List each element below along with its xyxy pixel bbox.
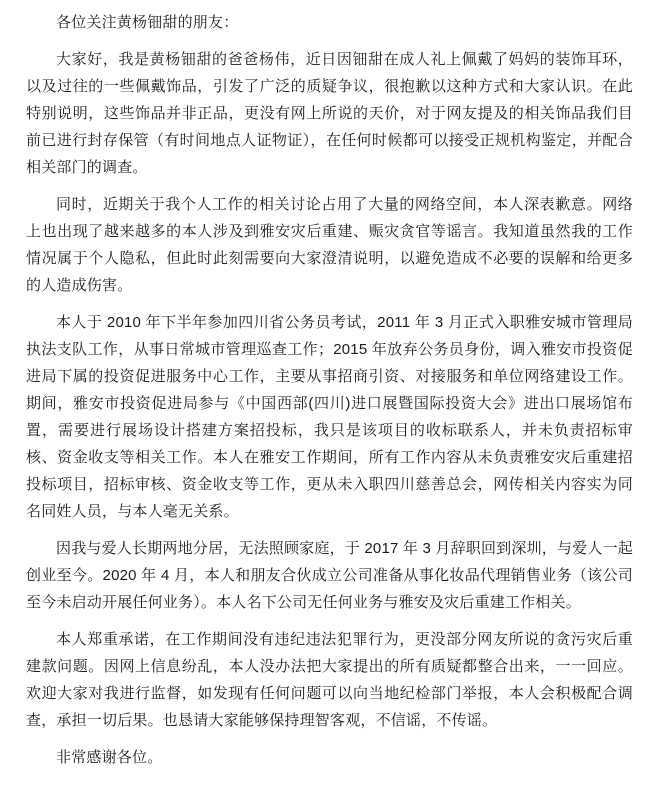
salutation: 各位关注黄杨钿甜的朋友： xyxy=(56,14,239,31)
paragraph-rumor-clarification: 同时，近期关于我个人工作的相关讨论占用了大量的网络空间，本人深表歉意。网络上也出现了越来越多的本人涉及到雅安灾后重建、赈灾贪官等谣言。我知道虽然我的工作情况属于个人隐私，但此时此刻需要向大家澄清说明，以避免造成不必要的误解和给更多的人造成伤害。 xyxy=(26,196,633,294)
paragraph-work-history: 本人于 2010 年下半年参加四川省公务员考试，2011 年 3 月正式入职雅安城市管理局执法支队工作，从事日常城市管理巡查工作；2015 年放弃公务员身份，调入雅安市投资促进局下属的投资促进服务中心工作，主要从事招商引资、对接服务和单位网络建设工作。期间，雅安市投资促进局参与《中国西部(四川)进口展暨国际投资大会》进出口展场馆布置，需要进行展场设计搭建方案招投标，我只是该项目的收标联系人，并未负责招标审核、资金收支等相关工作。本人在雅安工作期间，所有工作内容从未负责雅安灾后重建招投标项目，招标审核、资金收支等工作，更从未入职四川慈善总会，网传相关内容实为同名同姓人员，与本人毫无关系。 xyxy=(26,314,633,520)
paragraph-pledge: 本人郑重承诺，在工作期间没有违纪违法犯罪行为，更没部分网友所说的贪污灾后重建款问题。因网上信息纷乱，本人没办法把大家提出的所有质疑都整合出来，一一回应。欢迎大家对我进行监督，如发现有任何问题可以向当地纪检部门举报，本人会积极配合调查，承担一切后果。也恳请大家能够保持理智客观，不信谣，不传谣。 xyxy=(26,631,633,729)
closing: 非常感谢各位。 xyxy=(56,749,163,766)
paragraph-resignation-business: 因我与爱人长期两地分居，无法照顾家庭，于 2017 年 3 月辞职回到深圳，与爱人一起创业至今。2020 年 4 月，本人和朋友合伙成立公司准备从事化妆品代理销售业务（该公司至今未启动开展任何业务）。本人名下公司无任何业务与雅安及灾后重建工作相关。 xyxy=(26,540,633,611)
paragraph-jewelry-apology: 大家好，我是黄杨钿甜的爸爸杨伟，近日因钿甜在成人礼上佩戴了妈妈的装饰耳环，以及过往的一些佩戴饰品，引发了广泛的质疑争议，很抱歉以这种方式和大家认识。在此特别说明，这些饰品并非正品，更没有网上所说的天价，对于网友提及的相关饰品我们目前已进行封存保管（有时间地点人证物证），在任何时候都可以接受正规机构鉴定，并配合相关部门的调查。 xyxy=(26,51,633,176)
